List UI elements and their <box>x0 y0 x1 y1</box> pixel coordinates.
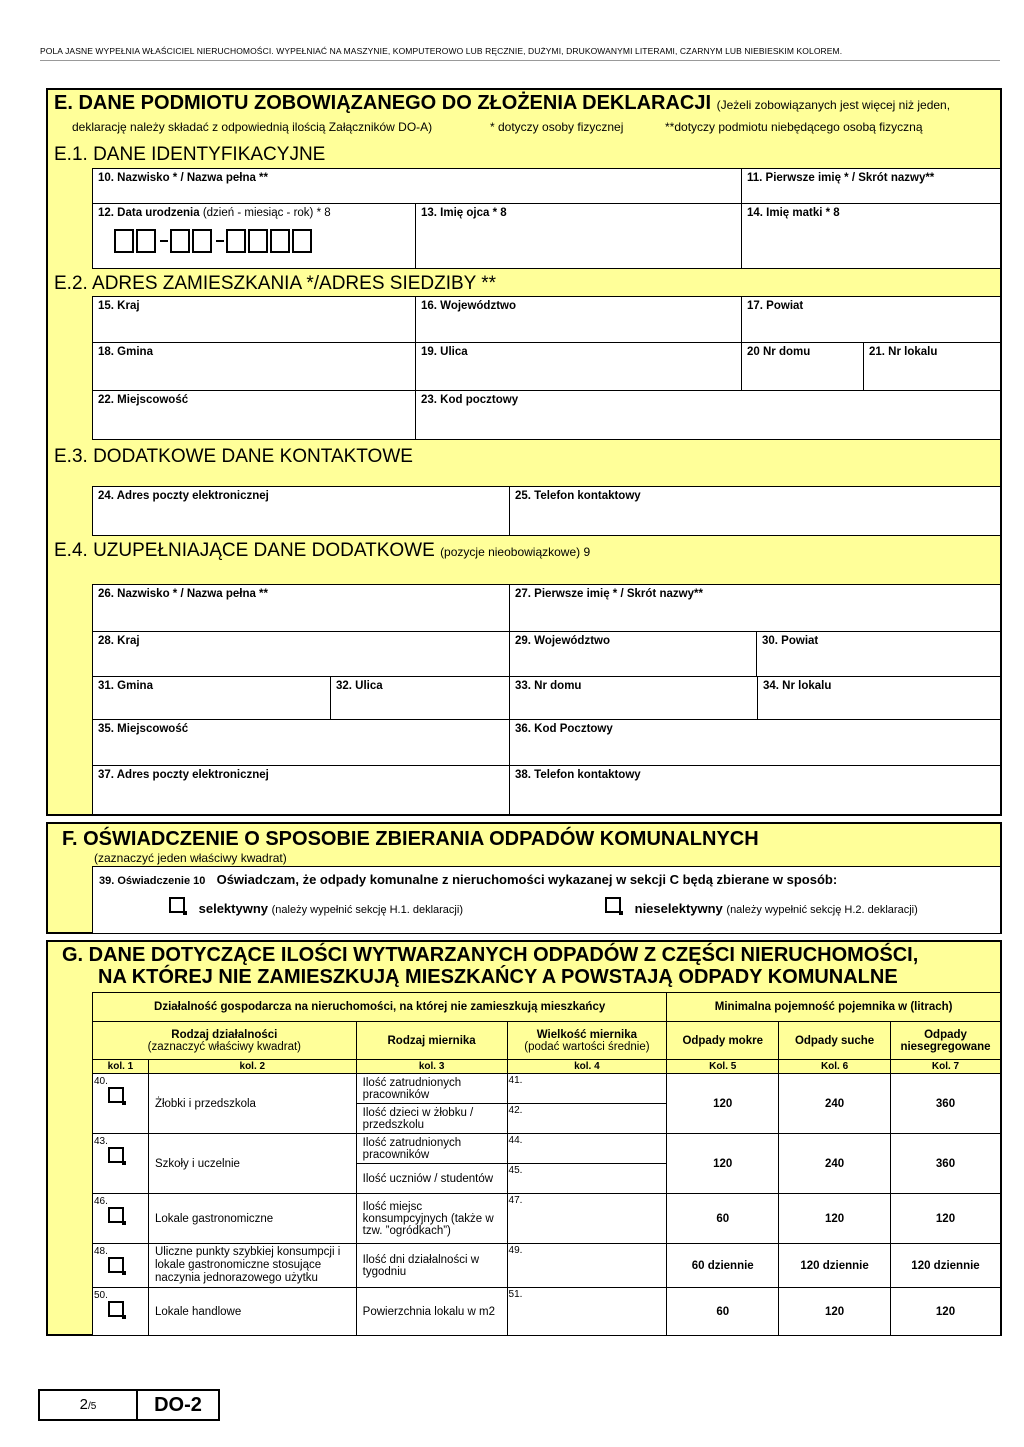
field-21-label: 21. Nr lokalu <box>869 346 938 358</box>
checkbox-selective[interactable] <box>169 897 185 913</box>
col-label-7: Kol. 7 <box>891 1060 1001 1074</box>
declaration-statement: Oświadczam, że odpady komunalne z nieruchomości wykazanej w sekcji C będą zbierane w sposób: <box>216 872 838 887</box>
e3-heading: E.3. DODATKOWE DANE KONTAKTOWE <box>54 446 413 467</box>
meter-name: Ilość dzieci w żłobku / przedszkolu <box>356 1104 507 1134</box>
dry-capacity: 120 <box>779 1194 891 1244</box>
page-footer <box>38 1389 220 1421</box>
col-label-1: kol. 1 <box>93 1060 149 1074</box>
field-27-label: 27. Pierwsze imię * / Skrót nazwy** <box>515 588 703 600</box>
table-row <box>93 1194 1001 1244</box>
field-28-label: 28. Kraj <box>98 635 140 647</box>
header-activity-type <box>93 1022 357 1060</box>
page-total: /5 <box>88 1401 97 1412</box>
star-note: * dotyczy osoby fizycznej <box>490 120 624 134</box>
header-meter-type-text: Rodzaj miernika <box>387 1034 476 1047</box>
field-29-label: 29. Województwo <box>515 635 610 647</box>
col-label-5: Kol. 5 <box>667 1060 779 1074</box>
field-37[interactable] <box>92 765 510 815</box>
section-f-title: F. OŚWIADCZENIE O SPOSOBIE ZBIERANIA ODPADÓW KOMUNALNYCH <box>62 828 759 850</box>
header-wet <box>667 1022 779 1060</box>
meter-value-field[interactable]: 49. <box>507 1244 667 1288</box>
e1-heading: E.1. DANE IDENTYFIKACYJNE <box>54 144 326 165</box>
unsorted-capacity: 360 <box>891 1074 1001 1134</box>
field-17-label: 17. Powiat <box>747 300 804 312</box>
option-nonselective-hint: (należy wypełnić sekcję H.2. deklaracji) <box>726 904 918 916</box>
option-selective-hint: (należy wypełnić sekcję H.1. deklaracji) <box>271 904 463 916</box>
header-activity-type-text: Rodzaj działalności <box>171 1028 278 1041</box>
e4-hint: (pozycje nieobowiązkowe) 9 <box>440 545 591 559</box>
header-min-capacity-text: Minimalna pojemność pojemnika w (litrach) <box>714 1001 953 1013</box>
waste-table <box>92 992 1001 1336</box>
field-39-label: 39. Oświadczenie 10 <box>99 875 206 887</box>
field-36[interactable] <box>509 719 1001 766</box>
field-27[interactable] <box>509 584 1001 632</box>
field-22[interactable] <box>92 390 416 440</box>
col-label-2: kol. 2 <box>148 1060 356 1074</box>
option-nonselective[interactable] <box>605 897 918 916</box>
meter-name: Ilość dni działalności w tygodniu <box>356 1244 507 1288</box>
meter-value-field[interactable]: 41. <box>507 1074 667 1104</box>
option-selective[interactable] <box>169 897 463 916</box>
field-35-label: 35. Miejscowość <box>98 723 189 735</box>
header-unsorted <box>891 1022 1001 1060</box>
field-38-label: 38. Telefon kontaktowy <box>515 769 641 781</box>
meter-value-field[interactable]: 45. <box>507 1164 667 1194</box>
dry-capacity: 240 <box>779 1074 891 1134</box>
field-11-firstname[interactable] <box>741 168 1001 204</box>
wet-capacity: 120 <box>667 1134 779 1194</box>
field-12-birthdate[interactable] <box>92 203 416 269</box>
meter-value-field[interactable]: 51. <box>507 1288 667 1336</box>
field-16[interactable] <box>415 296 742 343</box>
field-20-label: 20 Nr domu <box>747 346 811 358</box>
field-15-label: 15. Kraj <box>98 300 140 312</box>
unsorted-capacity: 120 dziennie <box>891 1244 1001 1288</box>
header-meter-type <box>356 1022 507 1060</box>
field-13-father[interactable] <box>415 203 742 269</box>
field-37-label: 37. Adres poczty elektronicznej <box>98 769 269 781</box>
row-checkbox-cell[interactable] <box>93 1244 149 1288</box>
checkbox-schools[interactable] <box>108 1147 124 1163</box>
field-23[interactable] <box>415 390 1001 440</box>
checkbox-nursery[interactable] <box>108 1087 124 1103</box>
field-36-label: 36. Kod Pocztowy <box>515 723 613 735</box>
field-25-label: 25. Telefon kontaktowy <box>515 490 641 502</box>
field-14-label: 14. Imię matki * 8 <box>747 207 840 219</box>
field-20[interactable] <box>741 342 864 391</box>
field-26-label: 26. Nazwisko * / Nazwa pełna ** <box>98 588 269 600</box>
checkbox-fastfood[interactable] <box>108 1257 124 1273</box>
field-26[interactable] <box>92 584 510 632</box>
field-18[interactable] <box>92 342 416 391</box>
checkbox-gastronomy[interactable] <box>108 1207 124 1223</box>
form-code: DO-2 <box>154 1394 202 1416</box>
page-current: 2 <box>79 1396 88 1413</box>
field-25-phone[interactable] <box>509 486 1001 536</box>
field-34-label: 34. Nr lokalu <box>763 680 832 692</box>
row-checkbox-cell[interactable] <box>93 1074 149 1134</box>
field-39-declaration <box>92 866 1001 934</box>
field-24-label: 24. Adres poczty elektronicznej <box>98 490 269 502</box>
table-row <box>93 1244 1001 1288</box>
section-g-title1: G. DANE DOTYCZĄCE ILOŚCI WYTWARZANYCH ODPADÓW Z CZĘŚCI NIERUCHOMOŚCI, <box>62 944 919 966</box>
row-number: 46. <box>94 1196 108 1207</box>
header-unsorted-text: Odpady niesegregowane <box>900 1028 991 1053</box>
field-31-label: 31. Gmina <box>98 680 153 692</box>
table-row <box>93 1288 1001 1336</box>
meter-name: Powierzchnia lokalu w m2 <box>356 1288 507 1336</box>
table-row <box>93 1134 1001 1164</box>
double-star-note: **dotyczy podmiotu niebędącego osobą fizyczną <box>665 120 923 134</box>
header-meter-size <box>507 1022 667 1060</box>
header-min-capacity <box>667 993 1001 1022</box>
field-33[interactable] <box>509 676 758 720</box>
row-number: 40. <box>94 1076 108 1087</box>
section-f-sub: (zaznaczyć jeden właściwy kwadrat) <box>94 851 287 865</box>
field-12-hint: (dzień - miesiąc - rok) * 8 <box>202 207 331 219</box>
wet-capacity: 60 <box>667 1194 779 1244</box>
row-number: 48. <box>94 1246 108 1257</box>
field-21[interactable] <box>863 342 1001 391</box>
field-35[interactable] <box>92 719 510 766</box>
header-dry-text: Odpady suche <box>794 1034 875 1047</box>
field-10-surname[interactable] <box>92 168 742 204</box>
field-11-label: 11. Pierwsze imię * / Skrót nazwy** <box>747 172 935 184</box>
field-30[interactable] <box>756 631 1001 677</box>
header-wet-text: Odpady mokre <box>682 1034 763 1047</box>
field-17[interactable] <box>741 296 1001 343</box>
field-23-label: 23. Kod pocztowy <box>421 394 519 406</box>
meter-name: Ilość miejsc konsumpcyjnych (także w tzw. ”ogródkach”) <box>356 1194 507 1244</box>
field-19[interactable] <box>415 342 742 391</box>
instruction-note: POLA JASNE WYPEŁNIA WŁAŚCICIEL NIERUCHOMOŚCI. WYPEŁNIAĆ NA MASZYNIE, KOMPUTEROWO LUB RĘCZNIE, DUŻYMI, DRUKOWANYMI LITERAMI, CZARNYM LUB NIEBIESKIM KOLOREM. <box>40 46 843 56</box>
field-15[interactable] <box>92 296 416 343</box>
e4-title: E.4. UZUPEŁNIAJĄCE DANE DODATKOWE <box>54 540 435 561</box>
activity-name: Lokale gastronomiczne <box>148 1194 356 1244</box>
activity-name: Lokale handlowe <box>148 1288 356 1336</box>
field-31[interactable] <box>92 676 331 720</box>
col-label-6: Kol. 6 <box>779 1060 891 1074</box>
e4-heading <box>54 540 590 562</box>
wet-capacity: 60 dziennie <box>667 1244 779 1288</box>
checkbox-retail[interactable] <box>108 1301 124 1317</box>
field-22-label: 22. Miejscowość <box>98 394 189 406</box>
page-number <box>40 1391 138 1419</box>
activity-name: Uliczne punkty szybkiej konsumpcji i lokale gastronomiczne stosujące naczynia jednorazowego użytku <box>148 1244 356 1288</box>
dry-capacity: 120 <box>779 1288 891 1336</box>
col-label-4: kol. 4 <box>507 1060 667 1074</box>
meter-name: Ilość zatrudnionych pracowników <box>356 1074 507 1104</box>
wet-capacity: 120 <box>667 1074 779 1134</box>
option-selective-label: selektywny <box>198 901 268 916</box>
section-e-note2: deklarację należy składać z odpowiednią ilością Załączników DO-A) <box>72 120 433 134</box>
field-29[interactable] <box>509 631 757 677</box>
section-e-heading: E. DANE PODMIOTU ZOBOWIĄZANEGO DO ZŁOŻENIA DEKLARACJI <box>54 92 712 114</box>
unsorted-capacity: 120 <box>891 1288 1001 1336</box>
section-e-note: (Jeżeli zobowiązanych jest więcej niż jeden, <box>716 98 951 112</box>
field-16-label: 16. Województwo <box>421 300 516 312</box>
meter-name: Ilość uczniów / studentów <box>356 1164 507 1194</box>
field-28[interactable] <box>92 631 510 677</box>
section-e-title <box>54 92 950 115</box>
field-32[interactable] <box>330 676 510 720</box>
row-checkbox-cell[interactable] <box>93 1288 149 1336</box>
option-nonselective-label: nieselektywny <box>634 901 723 916</box>
field-33-label: 33. Nr domu <box>515 680 582 692</box>
field-30-label: 30. Powiat <box>762 635 819 647</box>
activity-name: Żłobki i przedszkola <box>148 1074 356 1134</box>
meter-value-field[interactable]: 47. <box>507 1194 667 1244</box>
row-checkbox-cell[interactable] <box>93 1134 149 1194</box>
field-32-label: 32. Ulica <box>336 680 383 692</box>
header-activity-text: Działalność gospodarcza na nieruchomości, na której nie zamieszkują mieszkańcy <box>154 1001 606 1013</box>
row-number: 50. <box>94 1290 108 1301</box>
dry-capacity: 120 dziennie <box>779 1244 891 1288</box>
field-13-label: 13. Imię ojca * 8 <box>421 207 507 219</box>
field-14-mother[interactable] <box>741 203 1001 269</box>
field-34[interactable] <box>757 676 1001 720</box>
field-12-label: 12. Data urodzenia <box>98 207 200 219</box>
unsorted-capacity: 120 <box>891 1194 1001 1244</box>
header-activity-type-hint: (zaznaczyć właściwy kwadrat) <box>147 1040 302 1053</box>
field-18-label: 18. Gmina <box>98 346 153 358</box>
checkbox-nonselective[interactable] <box>605 897 621 913</box>
field-10-label: 10. Nazwisko * / Nazwa pełna ** <box>98 172 269 184</box>
activity-name: Szkoły i uczelnie <box>148 1134 356 1194</box>
divider <box>40 60 1000 61</box>
meter-name: Ilość zatrudnionych pracowników <box>356 1134 507 1164</box>
header-meter-size-text: Wielkość miernika <box>536 1028 638 1041</box>
header-meter-size-hint: (podać wartości średnie) <box>524 1040 650 1053</box>
row-number: 43. <box>94 1136 108 1147</box>
table-row <box>93 1074 1001 1104</box>
row-checkbox-cell[interactable] <box>93 1194 149 1244</box>
field-19-label: 19. Ulica <box>421 346 468 358</box>
unsorted-capacity: 360 <box>891 1134 1001 1194</box>
section-g-title2: NA KTÓREJ NIE ZAMIESZKUJĄ MIESZKAŃCY A POWSTAJĄ ODPADY KOMUNALNE <box>98 966 898 988</box>
header-dry <box>779 1022 891 1060</box>
wet-capacity: 60 <box>667 1288 779 1336</box>
dry-capacity: 240 <box>779 1134 891 1194</box>
date-boxes[interactable] <box>114 229 410 253</box>
meter-value-field[interactable]: 42. <box>507 1104 667 1134</box>
field-24-email[interactable] <box>92 486 510 536</box>
header-activity <box>93 993 667 1022</box>
col-label-3: kol. 3 <box>356 1060 507 1074</box>
field-38[interactable] <box>509 765 1001 815</box>
e2-heading: E.2. ADRES ZAMIESZKANIA */ADRES SIEDZIBY ** <box>54 273 497 294</box>
meter-value-field[interactable]: 44. <box>507 1134 667 1164</box>
